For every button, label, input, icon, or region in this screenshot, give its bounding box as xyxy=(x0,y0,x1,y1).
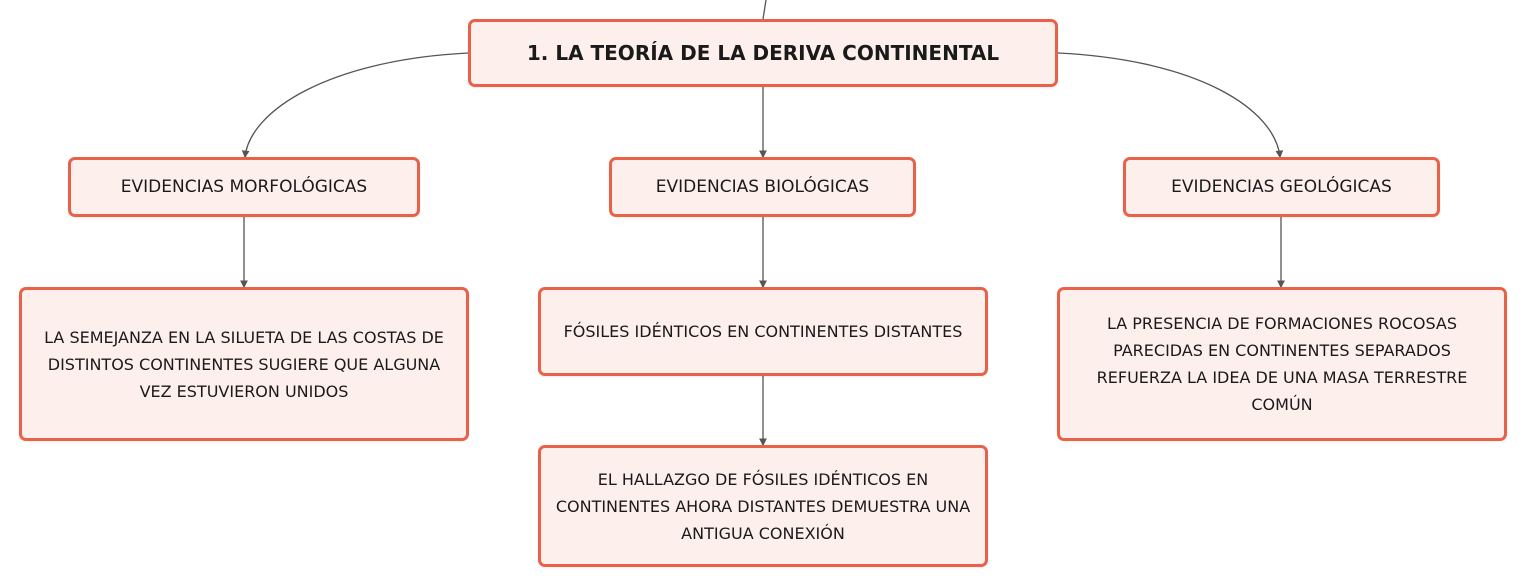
conclusion-node-biological[interactable] xyxy=(538,445,988,567)
detail-text-geological: LA PRESENCIA DE FORMACIONES ROCOSAS PARECIDAS EN CONTINENTES SEPARADOS REFUERZA LA IDEA DE UNA MASA TERRESTRE COMÚN xyxy=(1096,314,1468,414)
detail-text-biological: FÓSILES IDÉNTICOS EN CONTINENTES DISTANTES xyxy=(563,322,963,341)
branch-label-biological: EVIDENCIAS BIOLÓGICAS xyxy=(655,177,870,197)
detail-text-morphological: LA SEMEJANZA EN LA SILUETA DE LAS COSTAS DE DISTINTOS CONTINENTES SUGIERE QUE ALGUNA VEZ ESTUVIERON UNIDOS xyxy=(44,327,444,401)
connector-root-to-geo xyxy=(1058,53,1280,157)
branch-node-geological[interactable] xyxy=(1123,157,1440,217)
branch-node-biological[interactable] xyxy=(609,157,916,217)
detail-node-geological[interactable] xyxy=(1057,287,1507,441)
detail-node-morphological[interactable] xyxy=(19,287,469,441)
detail-node-biological[interactable] xyxy=(538,287,988,376)
branch-label-morphological: EVIDENCIAS MORFOLÓGICAS xyxy=(120,177,368,197)
connector-from-parent xyxy=(763,0,766,19)
conclusion-text-biological: EL HALLAZGO DE FÓSILES IDÉNTICOS EN CONTINENTES AHORA DISTANTES DEMUESTRA UNA ANTIGUA CONEXIÓN xyxy=(555,469,971,543)
branch-label-geological: EVIDENCIAS GEOLÓGICAS xyxy=(1171,177,1392,197)
root-topic-label: 1. LA TEORÍA DE LA DERIVA CONTINENTAL xyxy=(526,41,1000,65)
branch-node-morphological[interactable] xyxy=(68,157,420,217)
root-topic-node[interactable] xyxy=(468,19,1058,87)
connector-root-to-morph xyxy=(245,53,468,157)
